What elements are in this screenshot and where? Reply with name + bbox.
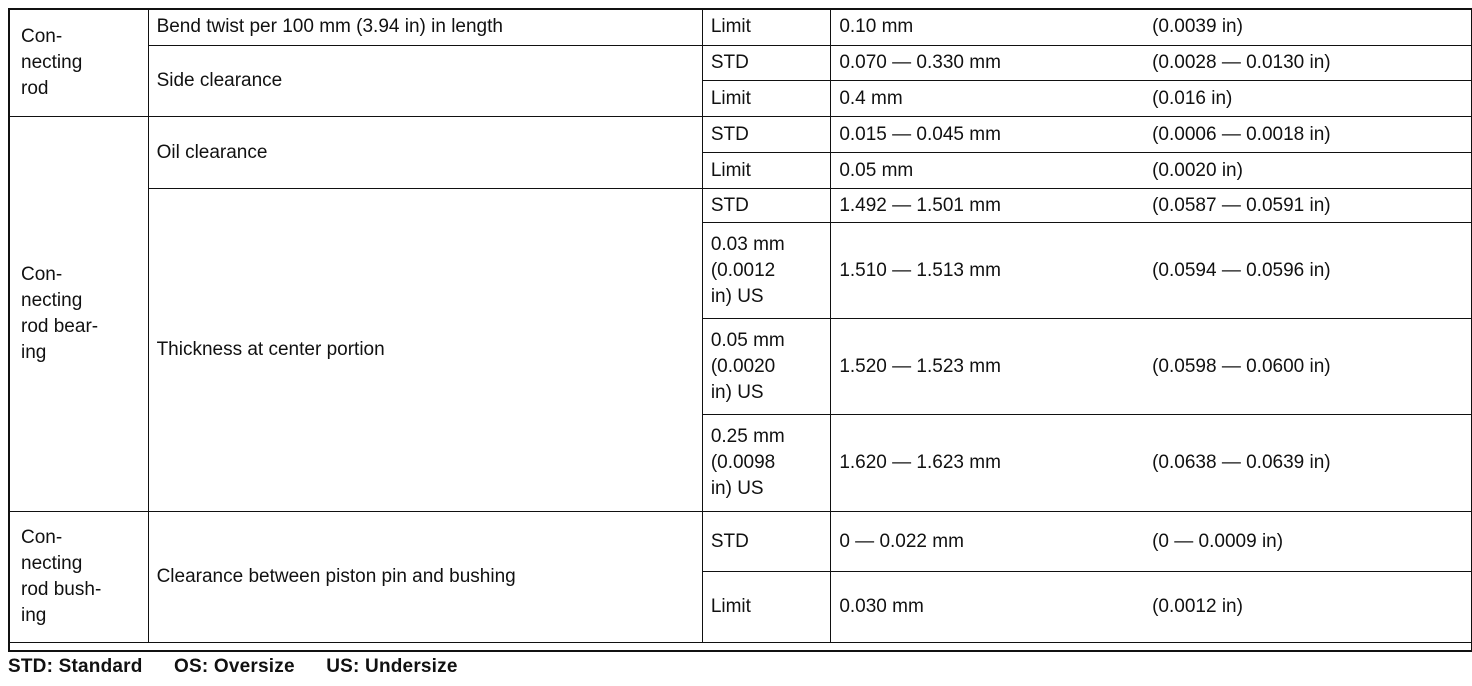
spec-type: STD bbox=[702, 512, 831, 572]
table-row bbox=[9, 512, 1472, 572]
spec-value-inch: (0.0039 in) bbox=[1144, 9, 1472, 46]
spec-value-mm: 0.070 — 0.330 mm bbox=[831, 46, 1144, 81]
item-pin-bushing-clearance: Clearance between piston pin and bushing bbox=[148, 512, 702, 643]
group-connecting-rod: Con- necting rod bbox=[9, 9, 149, 117]
table-row bbox=[9, 46, 1472, 81]
spec-type: STD bbox=[702, 117, 831, 153]
group-connecting-rod-bushing: Con- necting rod bush- ing bbox=[9, 512, 149, 643]
spec-value-mm: 1.510 — 1.513 mm bbox=[831, 223, 1144, 319]
specification-table bbox=[8, 8, 1472, 643]
table-row bbox=[9, 9, 1472, 46]
spec-value-mm: 1.520 — 1.523 mm bbox=[831, 319, 1144, 415]
table-row bbox=[9, 117, 1472, 153]
spec-value-mm: 1.492 — 1.501 mm bbox=[831, 189, 1144, 223]
spec-value-inch: (0.0594 — 0.0596 in) bbox=[1144, 223, 1472, 319]
spec-type: Limit bbox=[702, 81, 831, 117]
spec-value-inch: (0.0006 — 0.0018 in) bbox=[1144, 117, 1472, 153]
spec-type: STD bbox=[702, 46, 831, 81]
item-oil-clearance: Oil clearance bbox=[148, 117, 702, 189]
table-row bbox=[9, 189, 1472, 223]
spec-value-mm: 0 — 0.022 mm bbox=[831, 512, 1144, 572]
spec-type: Limit bbox=[702, 153, 831, 189]
spec-type: STD bbox=[702, 189, 831, 223]
spec-value-mm: 0.030 mm bbox=[831, 572, 1144, 643]
spec-value-mm: 0.10 mm bbox=[831, 9, 1144, 46]
spec-value-mm: 0.015 — 0.045 mm bbox=[831, 117, 1144, 153]
spec-value-mm: 1.620 — 1.623 mm bbox=[831, 415, 1144, 512]
spec-type: 0.03 mm (0.0012 in) US bbox=[702, 223, 831, 319]
abbreviation-footnote bbox=[8, 656, 484, 678]
spec-type: 0.05 mm (0.0020 in) US bbox=[702, 319, 831, 415]
footnote-us: US: Undersize bbox=[326, 656, 458, 677]
spec-value-mm: 0.05 mm bbox=[831, 153, 1144, 189]
spec-type: Limit bbox=[702, 572, 831, 643]
spec-type: Limit bbox=[702, 9, 831, 46]
spec-value-inch: (0 — 0.0009 in) bbox=[1144, 512, 1472, 572]
item-bend-twist: Bend twist per 100 mm (3.94 in) in length bbox=[148, 9, 702, 46]
spec-value-inch: (0.016 in) bbox=[1144, 81, 1472, 117]
spec-value-inch: (0.0638 — 0.0639 in) bbox=[1144, 415, 1472, 512]
spec-value-inch: (0.0028 — 0.0130 in) bbox=[1144, 46, 1472, 81]
spec-value-inch: (0.0598 — 0.0600 in) bbox=[1144, 319, 1472, 415]
group-connecting-rod-bearing: Con- necting rod bear- ing bbox=[9, 117, 149, 512]
spec-type: 0.25 mm (0.0098 in) US bbox=[702, 415, 831, 512]
spec-value-inch: (0.0020 in) bbox=[1144, 153, 1472, 189]
spec-value-mm: 0.4 mm bbox=[831, 81, 1144, 117]
spec-value-inch: (0.0587 — 0.0591 in) bbox=[1144, 189, 1472, 223]
spec-value-inch: (0.0012 in) bbox=[1144, 572, 1472, 643]
item-thickness-center: Thickness at center portion bbox=[148, 189, 702, 512]
footnote-std: STD: Standard bbox=[8, 656, 143, 677]
item-side-clearance: Side clearance bbox=[148, 46, 702, 117]
footnote-os: OS: Oversize bbox=[174, 656, 295, 677]
